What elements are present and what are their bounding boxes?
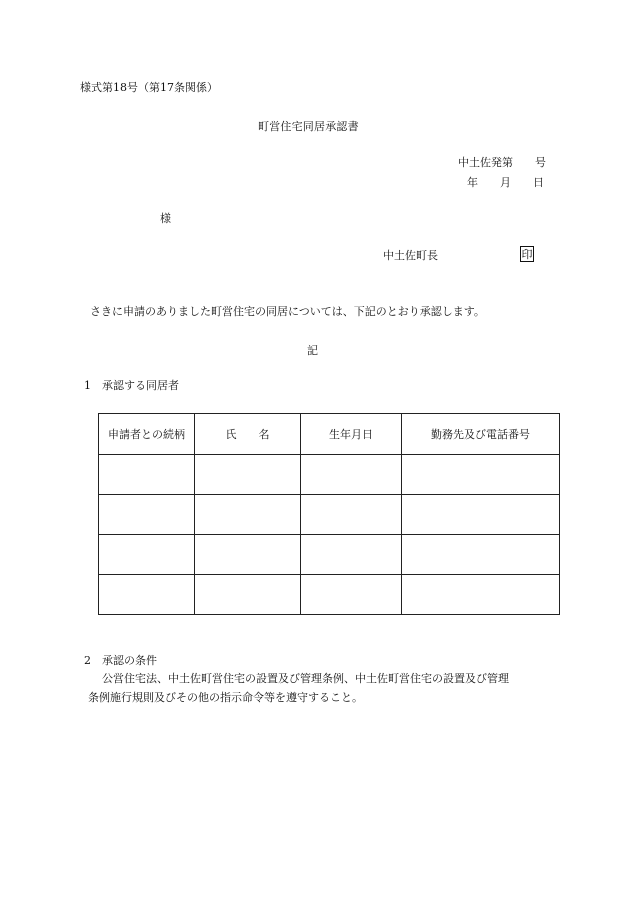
section-1-number: 1 xyxy=(84,379,91,392)
table-cell xyxy=(99,495,195,535)
table-row xyxy=(99,495,560,535)
header-workplace-phone: 勤務先及び電話番号 xyxy=(402,414,560,455)
table-cell xyxy=(402,575,560,615)
addressee: 様 xyxy=(160,212,171,225)
body-text: さきに申請のありました町営住宅の同居については、下記のとおり承認します。 xyxy=(90,305,485,318)
header-birthdate: 生年月日 xyxy=(301,414,402,455)
table-cell xyxy=(195,495,301,535)
table-row xyxy=(99,455,560,495)
table-row xyxy=(99,575,560,615)
table-cell xyxy=(99,535,195,575)
document-date: 年 月 日 xyxy=(467,176,544,189)
table-cell xyxy=(301,535,402,575)
table-header-row xyxy=(99,414,560,455)
section-2-title: 承認の条件 xyxy=(102,654,157,667)
table-row xyxy=(99,535,560,575)
table-cell xyxy=(301,575,402,615)
table-cell xyxy=(99,455,195,495)
condition-text-line-1: 公営住宅法、中土佐町営住宅の設置及び管理条例、中土佐町営住宅の設置及び管理 xyxy=(102,672,509,685)
header-relationship: 申請者との続柄 xyxy=(99,414,195,455)
condition-text-line-2: 条例施行規則及びその他の指示命令等を遵守すること。 xyxy=(88,691,363,704)
document-number: 中土佐発第 号 xyxy=(458,156,546,169)
issuer: 中土佐町長 xyxy=(383,249,438,262)
table-cell xyxy=(402,455,560,495)
section-1-title: 承認する同居者 xyxy=(102,379,179,392)
table-cell xyxy=(301,495,402,535)
table-cell xyxy=(195,455,301,495)
document-title: 町営住宅同居承認書 xyxy=(258,120,359,133)
ki-heading: 記 xyxy=(307,344,318,357)
table-cell xyxy=(99,575,195,615)
section-2-number: 2 xyxy=(84,654,91,667)
seal-mark: 印 xyxy=(521,247,533,261)
section-1-heading xyxy=(84,380,179,391)
table-cell xyxy=(301,455,402,495)
section-2-heading xyxy=(84,655,157,666)
table-cell xyxy=(195,575,301,615)
table-cell xyxy=(195,535,301,575)
header-name: 氏 名 xyxy=(195,414,301,455)
form-number: 様式第18号（第17条関係） xyxy=(80,81,218,94)
table-cell xyxy=(402,535,560,575)
table-cell xyxy=(402,495,560,535)
cohabitant-table xyxy=(98,413,560,615)
